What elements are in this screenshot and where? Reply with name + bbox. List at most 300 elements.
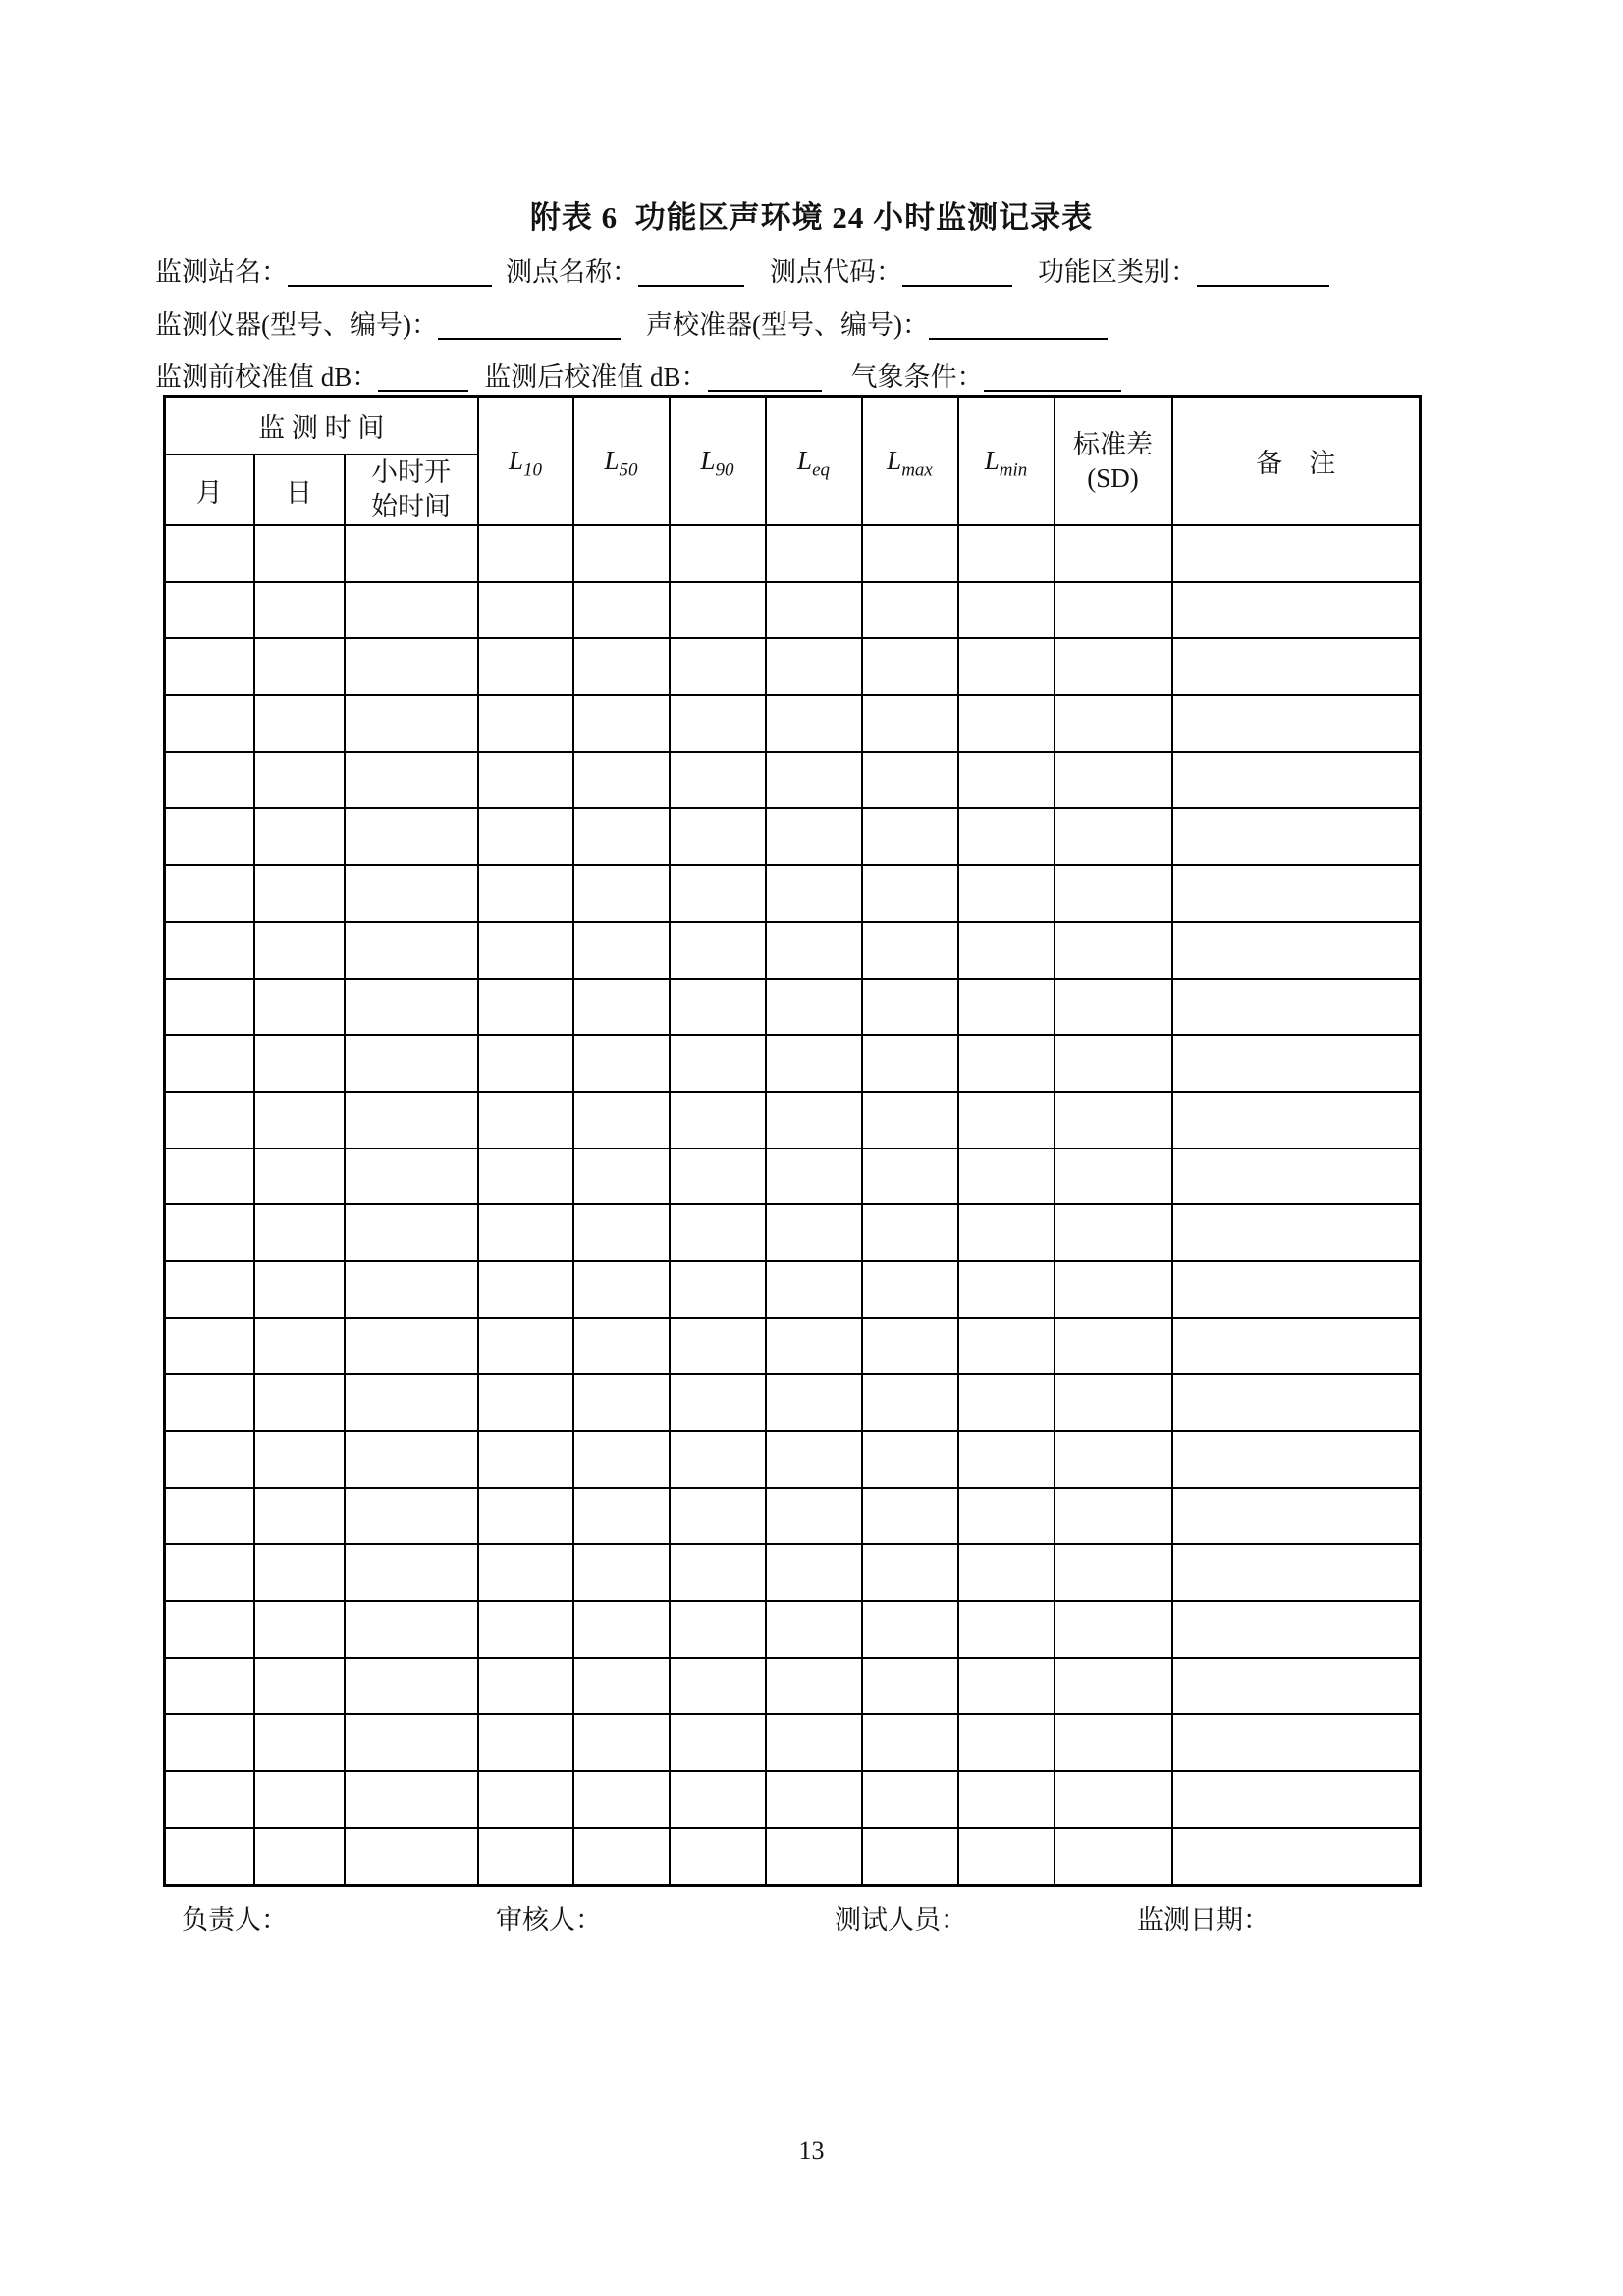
- empty-cell: [345, 1658, 478, 1715]
- empty-cell: [1055, 1431, 1172, 1488]
- empty-cell: [478, 638, 573, 695]
- empty-cell: [573, 1488, 670, 1545]
- table-header: [165, 397, 1421, 526]
- empty-cell: [165, 695, 254, 752]
- empty-cell: [573, 1828, 670, 1885]
- responsible-person-label: 负责人：: [182, 1905, 288, 1935]
- form-line-3: [155, 356, 1471, 395]
- empty-cell: [1055, 695, 1172, 752]
- table-row: [165, 1035, 1421, 1092]
- table-row: [165, 1148, 1421, 1205]
- empty-cell: [862, 922, 958, 979]
- pre-calibration-label: 监测前校准值 dB：: [155, 362, 379, 392]
- empty-cell: [766, 979, 862, 1036]
- empty-cell: [345, 695, 478, 752]
- empty-cell: [165, 1771, 254, 1828]
- empty-cell: [958, 1714, 1055, 1771]
- empty-cell: [345, 1431, 478, 1488]
- empty-cell: [1055, 1544, 1172, 1601]
- empty-cell: [958, 695, 1055, 752]
- empty-cell: [958, 922, 1055, 979]
- empty-cell: [862, 582, 958, 639]
- empty-cell: [766, 1771, 862, 1828]
- empty-cell: [1055, 1601, 1172, 1658]
- empty-cell: [254, 1544, 345, 1601]
- empty-cell: [165, 1035, 254, 1092]
- empty-cell: [345, 638, 478, 695]
- empty-cell: [1172, 1431, 1421, 1488]
- empty-cell: [254, 1658, 345, 1715]
- empty-cell: [670, 1092, 766, 1148]
- empty-cell: [345, 1374, 478, 1431]
- point-name-blank: [638, 257, 744, 287]
- empty-cell: [573, 1374, 670, 1431]
- empty-cell: [165, 1714, 254, 1771]
- empty-cell: [766, 582, 862, 639]
- empty-cell: [573, 582, 670, 639]
- empty-cell: [254, 525, 345, 582]
- empty-cell: [958, 525, 1055, 582]
- empty-cell: [670, 1431, 766, 1488]
- empty-cell: [670, 1658, 766, 1715]
- empty-cell: [165, 865, 254, 922]
- table-row: [165, 865, 1421, 922]
- empty-cell: [345, 808, 478, 865]
- empty-cell: [1172, 1261, 1421, 1318]
- empty-cell: [1172, 695, 1421, 752]
- empty-cell: [1055, 1374, 1172, 1431]
- empty-cell: [254, 582, 345, 639]
- header-hour-start: 小时开始时间: [345, 454, 478, 525]
- empty-cell: [766, 1092, 862, 1148]
- empty-cell: [862, 638, 958, 695]
- empty-cell: [766, 695, 862, 752]
- instrument-blank: [438, 310, 621, 340]
- empty-cell: [766, 808, 862, 865]
- empty-cell: [670, 1035, 766, 1092]
- empty-cell: [958, 1318, 1055, 1375]
- empty-cell: [670, 1204, 766, 1261]
- empty-cell: [573, 1771, 670, 1828]
- page-number: 13: [798, 2136, 825, 2164]
- header-monitor-time: 监 测 时 间: [165, 397, 478, 455]
- empty-cell: [254, 979, 345, 1036]
- table-row: [165, 1771, 1421, 1828]
- empty-cell: [670, 1828, 766, 1885]
- empty-cell: [862, 752, 958, 809]
- header-day: 日: [254, 454, 345, 525]
- table-row: [165, 1092, 1421, 1148]
- table-row: [165, 582, 1421, 639]
- empty-cell: [165, 1601, 254, 1658]
- table-row: [165, 1431, 1421, 1488]
- empty-cell: [1055, 1714, 1172, 1771]
- empty-cell: [165, 1828, 254, 1885]
- empty-cell: [670, 525, 766, 582]
- empty-cell: [165, 922, 254, 979]
- empty-cell: [478, 1431, 573, 1488]
- station-name-label: 监测站名：: [155, 257, 288, 287]
- empty-cell: [1055, 638, 1172, 695]
- empty-cell: [345, 1828, 478, 1885]
- empty-cell: [478, 752, 573, 809]
- empty-cell: [1172, 752, 1421, 809]
- empty-cell: [165, 525, 254, 582]
- empty-cell: [1172, 1828, 1421, 1885]
- empty-cell: [345, 1318, 478, 1375]
- empty-cell: [958, 1544, 1055, 1601]
- empty-cell: [1055, 1204, 1172, 1261]
- empty-cell: [670, 638, 766, 695]
- empty-cell: [1055, 1148, 1172, 1205]
- table-row: [165, 1318, 1421, 1375]
- empty-cell: [1055, 1035, 1172, 1092]
- empty-cell: [573, 922, 670, 979]
- empty-cell: [1055, 1318, 1172, 1375]
- station-name-blank: [288, 257, 492, 287]
- empty-cell: [766, 1204, 862, 1261]
- empty-cell: [573, 1318, 670, 1375]
- empty-cell: [862, 979, 958, 1036]
- header-leq: $L_{eq}$: [766, 397, 862, 526]
- header-lmax: $L_{max}$: [862, 397, 958, 526]
- empty-cell: [766, 1374, 862, 1431]
- empty-cell: [254, 922, 345, 979]
- empty-cell: [165, 1092, 254, 1148]
- monitor-date-label: 监测日期：: [1137, 1905, 1270, 1935]
- empty-cell: [862, 1035, 958, 1092]
- table-row: [165, 1544, 1421, 1601]
- empty-cell: [254, 1035, 345, 1092]
- empty-cell: [345, 865, 478, 922]
- empty-cell: [165, 1488, 254, 1545]
- empty-cell: [478, 1092, 573, 1148]
- empty-cell: [345, 525, 478, 582]
- empty-cell: [1055, 1828, 1172, 1885]
- empty-cell: [573, 808, 670, 865]
- table-row: [165, 1374, 1421, 1431]
- empty-cell: [165, 752, 254, 809]
- table-row: [165, 638, 1421, 695]
- empty-cell: [573, 865, 670, 922]
- empty-cell: [165, 979, 254, 1036]
- area-type-blank: [1197, 257, 1329, 287]
- empty-cell: [478, 1601, 573, 1658]
- empty-cell: [345, 1601, 478, 1658]
- empty-cell: [958, 1148, 1055, 1205]
- weather-label: 气象条件：: [850, 362, 984, 392]
- empty-cell: [478, 1035, 573, 1092]
- table-row: [165, 922, 1421, 979]
- empty-cell: [478, 1374, 573, 1431]
- empty-cell: [254, 1431, 345, 1488]
- table-row: [165, 1261, 1421, 1318]
- empty-cell: [1172, 525, 1421, 582]
- empty-cell: [1172, 808, 1421, 865]
- empty-cell: [165, 582, 254, 639]
- empty-cell: [1172, 865, 1421, 922]
- empty-cell: [766, 1714, 862, 1771]
- header-month: 月: [165, 454, 254, 525]
- post-calibration-blank: [708, 362, 822, 392]
- empty-cell: [766, 1544, 862, 1601]
- header-l50: $L_{50}$: [573, 397, 670, 526]
- empty-cell: [1172, 1658, 1421, 1715]
- empty-cell: [345, 1544, 478, 1601]
- table-row: [165, 979, 1421, 1036]
- empty-cell: [573, 1601, 670, 1658]
- empty-cell: [670, 1318, 766, 1375]
- empty-cell: [766, 1148, 862, 1205]
- empty-cell: [478, 979, 573, 1036]
- table-row: [165, 1714, 1421, 1771]
- empty-cell: [766, 1488, 862, 1545]
- table-row: [165, 752, 1421, 809]
- empty-cell: [573, 695, 670, 752]
- empty-cell: [478, 525, 573, 582]
- empty-cell: [254, 1374, 345, 1431]
- empty-cell: [862, 1714, 958, 1771]
- empty-cell: [670, 1771, 766, 1828]
- empty-cell: [1055, 808, 1172, 865]
- empty-cell: [254, 1318, 345, 1375]
- empty-cell: [766, 865, 862, 922]
- empty-cell: [862, 695, 958, 752]
- empty-cell: [766, 752, 862, 809]
- empty-cell: [1172, 1318, 1421, 1375]
- empty-cell: [1172, 979, 1421, 1036]
- empty-cell: [958, 1374, 1055, 1431]
- empty-cell: [345, 1771, 478, 1828]
- empty-cell: [766, 1601, 862, 1658]
- empty-cell: [1055, 752, 1172, 809]
- empty-cell: [1055, 979, 1172, 1036]
- empty-cell: [670, 1261, 766, 1318]
- empty-cell: [165, 1658, 254, 1715]
- point-code-blank: [902, 257, 1012, 287]
- empty-cell: [165, 1431, 254, 1488]
- table-row: [165, 525, 1421, 582]
- empty-cell: [1172, 922, 1421, 979]
- empty-cell: [958, 1658, 1055, 1715]
- empty-cell: [478, 582, 573, 639]
- empty-cell: [254, 1148, 345, 1205]
- point-name-label: 测点名称：: [506, 257, 638, 287]
- empty-cell: [862, 865, 958, 922]
- empty-cell: [766, 638, 862, 695]
- empty-cell: [1055, 1658, 1172, 1715]
- empty-cell: [345, 922, 478, 979]
- empty-cell: [862, 525, 958, 582]
- post-calibration-label: 监测后校准值 dB：: [484, 362, 708, 392]
- empty-cell: [862, 1204, 958, 1261]
- form-line-2: [155, 304, 1471, 343]
- empty-cell: [345, 752, 478, 809]
- empty-cell: [670, 1148, 766, 1205]
- empty-cell: [1172, 1601, 1421, 1658]
- empty-cell: [862, 1148, 958, 1205]
- empty-cell: [254, 638, 345, 695]
- empty-cell: [165, 1544, 254, 1601]
- record-table-body: [165, 525, 1421, 1885]
- point-code-label: 测点代码：: [770, 257, 902, 287]
- empty-cell: [766, 1035, 862, 1092]
- empty-cell: [254, 865, 345, 922]
- empty-cell: [478, 1658, 573, 1715]
- empty-cell: [862, 1431, 958, 1488]
- calibrator-blank: [929, 310, 1108, 340]
- empty-cell: [670, 1488, 766, 1545]
- header-lmin: $L_{min}$: [958, 397, 1055, 526]
- empty-cell: [958, 979, 1055, 1036]
- header-standard-deviation: 标准差 (SD): [1055, 397, 1172, 526]
- empty-cell: [1172, 638, 1421, 695]
- empty-cell: [670, 695, 766, 752]
- empty-cell: [1172, 582, 1421, 639]
- empty-cell: [766, 525, 862, 582]
- empty-cell: [1055, 525, 1172, 582]
- empty-cell: [254, 808, 345, 865]
- empty-cell: [1172, 1544, 1421, 1601]
- empty-cell: [478, 695, 573, 752]
- empty-cell: [478, 1148, 573, 1205]
- empty-cell: [958, 808, 1055, 865]
- empty-cell: [670, 865, 766, 922]
- empty-cell: [478, 1544, 573, 1601]
- empty-cell: [345, 582, 478, 639]
- empty-cell: [862, 1488, 958, 1545]
- empty-cell: [958, 1204, 1055, 1261]
- empty-cell: [165, 638, 254, 695]
- empty-cell: [958, 1828, 1055, 1885]
- empty-cell: [766, 1658, 862, 1715]
- empty-cell: [1055, 1092, 1172, 1148]
- empty-cell: [958, 1035, 1055, 1092]
- empty-cell: [1172, 1148, 1421, 1205]
- page-title: 附表 6 功能区声环境 24 小时监测记录表: [529, 200, 1094, 235]
- empty-cell: [254, 1261, 345, 1318]
- table-row: [165, 1204, 1421, 1261]
- empty-cell: [670, 582, 766, 639]
- empty-cell: [958, 1771, 1055, 1828]
- empty-cell: [670, 808, 766, 865]
- empty-cell: [165, 1261, 254, 1318]
- empty-cell: [254, 1601, 345, 1658]
- empty-cell: [573, 638, 670, 695]
- instrument-label: 监测仪器(型号、编号)：: [155, 310, 438, 340]
- empty-cell: [165, 1204, 254, 1261]
- table-row: [165, 808, 1421, 865]
- table-row: [165, 1601, 1421, 1658]
- empty-cell: [862, 1658, 958, 1715]
- empty-cell: [862, 1601, 958, 1658]
- empty-cell: [345, 1261, 478, 1318]
- empty-cell: [862, 808, 958, 865]
- empty-cell: [254, 1714, 345, 1771]
- empty-cell: [1055, 1771, 1172, 1828]
- empty-cell: [573, 1204, 670, 1261]
- empty-cell: [862, 1544, 958, 1601]
- empty-cell: [862, 1092, 958, 1148]
- empty-cell: [670, 979, 766, 1036]
- empty-cell: [1055, 865, 1172, 922]
- empty-cell: [958, 582, 1055, 639]
- table-row: [165, 1828, 1421, 1885]
- empty-cell: [766, 1261, 862, 1318]
- empty-cell: [1055, 922, 1172, 979]
- empty-cell: [254, 1204, 345, 1261]
- empty-cell: [766, 1431, 862, 1488]
- empty-cell: [1172, 1714, 1421, 1771]
- empty-cell: [670, 1544, 766, 1601]
- weather-blank: [984, 362, 1121, 392]
- empty-cell: [254, 1092, 345, 1148]
- empty-cell: [573, 752, 670, 809]
- table-row: [165, 695, 1421, 752]
- empty-cell: [345, 1092, 478, 1148]
- empty-cell: [345, 1714, 478, 1771]
- empty-cell: [670, 1601, 766, 1658]
- empty-cell: [254, 1771, 345, 1828]
- empty-cell: [766, 1318, 862, 1375]
- empty-cell: [958, 1431, 1055, 1488]
- empty-cell: [958, 865, 1055, 922]
- area-type-label: 功能区类别：: [1038, 257, 1197, 287]
- empty-cell: [958, 1261, 1055, 1318]
- table-row: [165, 1658, 1421, 1715]
- empty-cell: [573, 1544, 670, 1601]
- empty-cell: [766, 922, 862, 979]
- header-l90: $L_{90}$: [670, 397, 766, 526]
- empty-cell: [670, 922, 766, 979]
- empty-cell: [254, 1828, 345, 1885]
- empty-cell: [766, 1828, 862, 1885]
- empty-cell: [958, 638, 1055, 695]
- empty-cell: [670, 752, 766, 809]
- empty-cell: [345, 1148, 478, 1205]
- empty-cell: [165, 1374, 254, 1431]
- empty-cell: [345, 1035, 478, 1092]
- reviewer-label: 审核人：: [496, 1905, 602, 1935]
- empty-cell: [958, 1601, 1055, 1658]
- empty-cell: [165, 1148, 254, 1205]
- empty-cell: [1172, 1204, 1421, 1261]
- empty-cell: [165, 808, 254, 865]
- empty-cell: [345, 1488, 478, 1545]
- empty-cell: [573, 1035, 670, 1092]
- empty-cell: [478, 808, 573, 865]
- empty-cell: [478, 922, 573, 979]
- empty-cell: [573, 1261, 670, 1318]
- pre-calibration-blank: [378, 362, 468, 392]
- empty-cell: [670, 1714, 766, 1771]
- calibrator-label: 声校准器(型号、编号)：: [645, 310, 929, 340]
- empty-cell: [1172, 1771, 1421, 1828]
- empty-cell: [958, 1488, 1055, 1545]
- empty-cell: [573, 1714, 670, 1771]
- empty-cell: [165, 1318, 254, 1375]
- empty-cell: [478, 1318, 573, 1375]
- empty-cell: [573, 1658, 670, 1715]
- empty-cell: [573, 979, 670, 1036]
- empty-cell: [862, 1828, 958, 1885]
- empty-cell: [345, 1204, 478, 1261]
- empty-cell: [478, 865, 573, 922]
- empty-cell: [958, 1092, 1055, 1148]
- empty-cell: [1172, 1374, 1421, 1431]
- empty-cell: [478, 1261, 573, 1318]
- empty-cell: [478, 1771, 573, 1828]
